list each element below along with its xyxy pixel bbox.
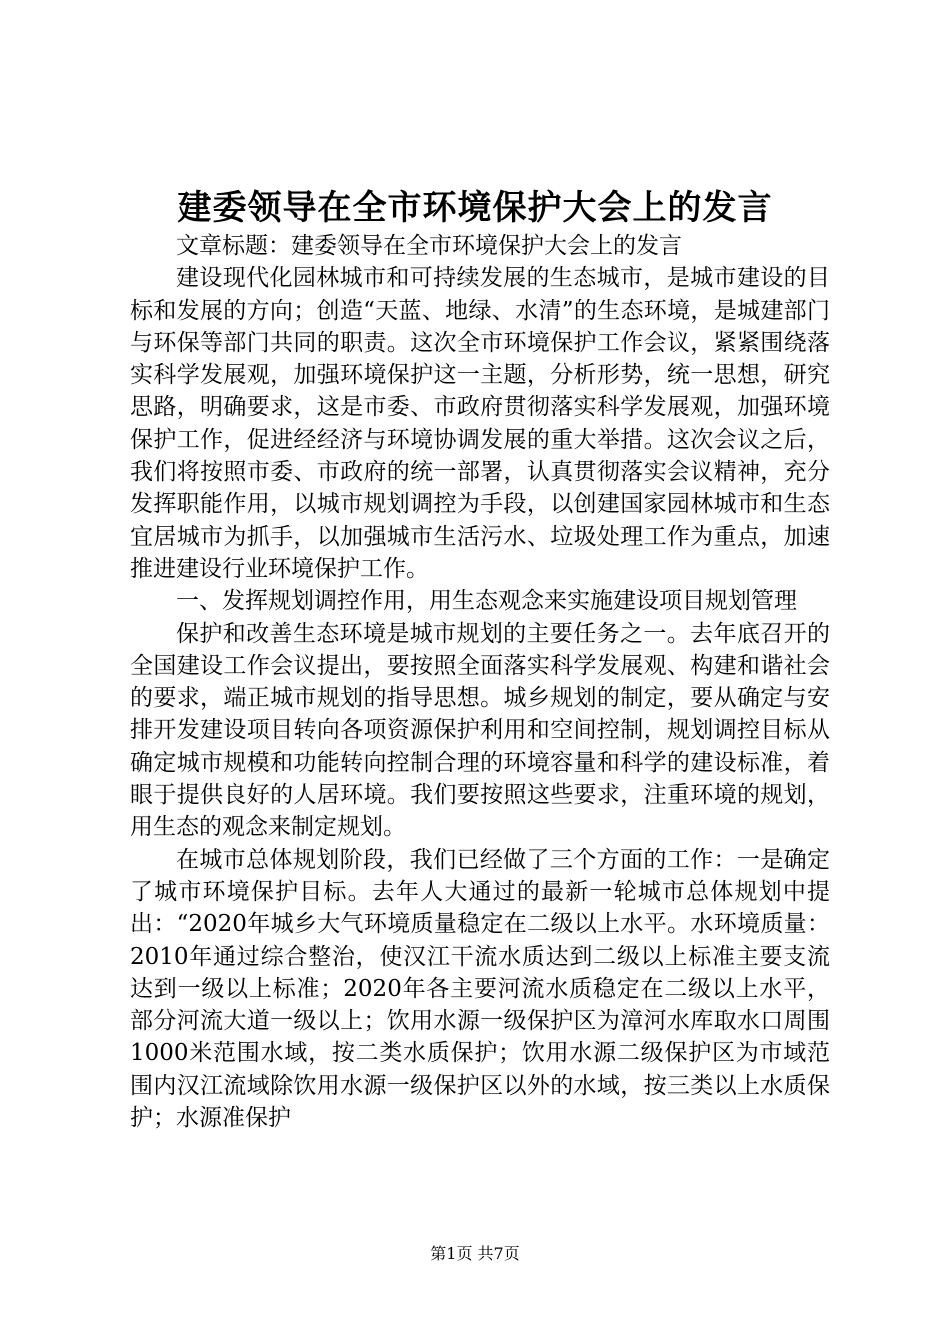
paragraph: 在城市总体规划阶段，我们已经做了三个方面的工作：一是确定了城市环境保护目标。去年人大通过的最新一轮城市总体规划中提出：“2020年城乡大气环境质量稳定在二级以上水平。水环境质量：2010年通过综合整治，使汉江干流水质达到二级以上标准主要支流达到一级以上标准；2020年各主要河流水质稳定在二级以上水平，部分河流大道一级以上；饮用水源一级保护区为漳河水库取水口周围1000米范围水域，按二类水质保护；饮用水源二级保护区为市域范围内汉江流域除饮用水源一级保护区以外的水域，按三类以上水质保护；水源准保护 — [130, 846, 830, 1132]
page-footer: 第1页 共7页 — [430, 1244, 520, 1263]
document-title: 建委领导在全市环境保护大会上的发言 — [177, 188, 773, 228]
document-body — [130, 230, 830, 1134]
article-title-line: 文章标题：建委领导在全市环境保护大会上的发言 — [176, 233, 682, 259]
section-heading: 一、发挥规划调控作用，用生态观念来实施建设项目规划管理 — [176, 588, 797, 615]
paragraph: 保护和改善生态环境是城市规划的主要任务之一。去年底召开的全国建设工作会议提出，要按照全面落实科学发展观、构建和谐社会的要求，端正城市规划的指导思想。城乡规划的制定，要从确定与安排开发建设项目转向各项资源保护利用和空间控制，规划调控目标从确定城市规模和功能转向控制合理的环境容量和科学的建设标准，着眼于提供良好的人居环境。我们要按照这些要求，注重环境的规划，用生态的观念来制定规划。 — [130, 620, 830, 841]
paragraph: 建设现代化园林城市和可持续发展的生态城市，是城市建设的目标和发展的方向；创造“天蓝、地绿、水清”的生态环境，是城建部门与环保等部门共同的职责。这次全市环境保护工作会议，紧紧围绕落实科学发展观，加强环境保护这一主题，分析形势，统一思想，研究思路，明确要求，这是市委、市政府贯彻落实科学发展观，加强环境保护工作，促进经经济与环境协调发展的重大举措。这次会议之后，我们将按照市委、市政府的统一部署，认真贯彻落实会议精神，充分发挥职能作用，以城市规划调控为手段，以创建国家园林城市和生态宜居城市为抓手，以加强城市生活污水、垃圾处理工作为重点，加速推进建设行业环境保护工作。 — [130, 265, 830, 582]
